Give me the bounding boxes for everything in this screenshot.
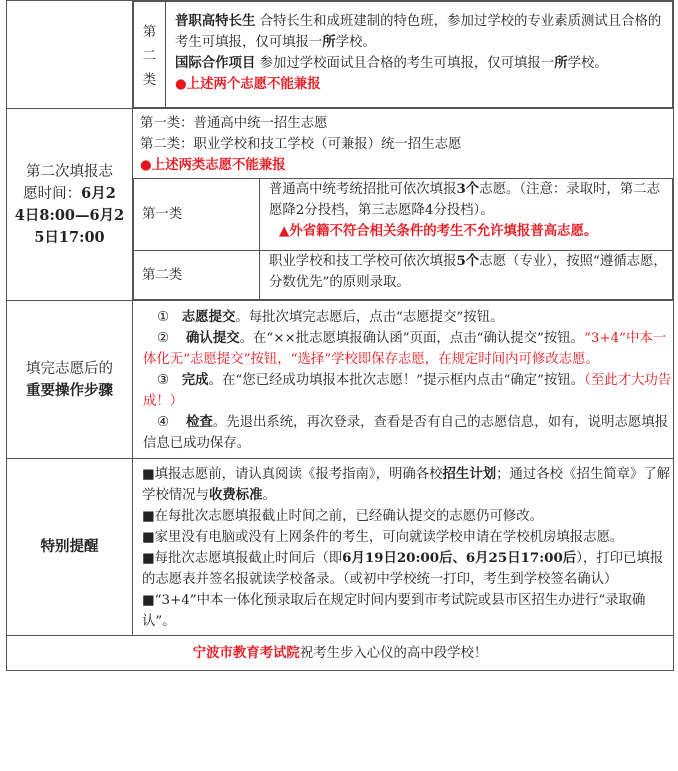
reminder-print-sign: ■每批次志愿填报截止时间后（即6月19日20:00后、6月25日17:00后），打印已填报的志愿表并签名报就读学校备录。（或初中学校统一打印，考生到学校签名确认） — [142, 550, 664, 587]
intl-program-title: 国际合作项目 — [175, 55, 256, 71]
category2-label: 第二类 — [134, 251, 260, 300]
special-program-title: 普职高特长生 — [175, 13, 256, 29]
operation-steps-list — [133, 301, 674, 459]
category2-summary: 第二类：职业学校和技工学校（可兼报）统一招生志愿 — [140, 137, 462, 152]
footer-message: 祝考生步入心仪的高中段学校！ — [299, 645, 488, 661]
category1-detail: 普通高中统考统招批可依次填报3个志愿。（注意：录取时，第二志愿降2分投档，第三志愿降4分投档）。 ▲外省籍不符合相关条件的考生不允许填报普高志愿。 — [260, 179, 673, 251]
second-round-warning: ●上述两类志愿不能兼报 — [140, 157, 286, 173]
type2-description — [166, 2, 673, 108]
no-dual-application-warning: ●上述两个志愿不能兼报 — [175, 76, 321, 92]
second-round-summary — [133, 109, 673, 178]
category2-detail: 职业学校和技工学校可依次填报5个志愿（专业），按照“遵循志愿，分数优先”的原则录取。 — [260, 251, 673, 300]
type-label — [134, 2, 166, 108]
reminder-read-guide: ■填报志愿前，请认真阅读《报考指南》，明确各校招生计划；通过各校《招生简章》了解学校情况与收费标准。 — [142, 466, 671, 503]
step-confirm: ② 确认提交。在“××批志愿填报确认函”页面，点击“确认提交”按钮。“3+4”中本一体化无“志愿提交”按钮，“选择”学校即保存志愿，在规定时间内可修改志愿。 — [143, 330, 667, 367]
type-label-char-2: 二 — [142, 48, 157, 64]
category1-summary: 第一类：普通高中统一招生志愿 — [140, 116, 328, 131]
reminder-modify-before-deadline: ■在每批次志愿填报截止时间之前，已经确认提交的志愿仍可修改。 — [142, 509, 543, 524]
section1-left-empty — [7, 1, 133, 109]
type-label-char-3: 类 — [142, 72, 157, 88]
out-of-province-warning: ▲外省籍不符合相关条件的考生不允许填报普高志愿。 — [279, 223, 598, 239]
enrollment-guide-table — [6, 0, 674, 671]
section-second-round — [7, 109, 674, 301]
section-operation-steps — [7, 301, 674, 459]
category1-row — [134, 179, 673, 251]
reminder-3plus4-confirm: ■“3+4”中本一体化预录取后在规定时间内要到市考试院或县市区招生办进行“录取确认”。 — [142, 593, 646, 629]
step-complete: ③ 完成。在“您已经成功填报本批次志愿！”提示框内点击“确定”按钮。（至此才大功告成！） — [143, 372, 672, 409]
special-program-text: 普职高特长生 合特长生和成班建制的特色班，参加过学校的专业素质测试且合格的考生可填报，仅可填报一所学校。 — [175, 13, 662, 50]
section-special-reminders — [7, 459, 674, 636]
footer — [7, 636, 674, 671]
step-check: ④ 检查。先退出系统，再次登录，查看是否有自己的志愿信息，如有，说明志愿填报信息已成功保存。 — [143, 414, 669, 451]
footer-organization: 宁波市教育考试院 — [192, 644, 300, 661]
reminder-school-lab: ■家里没有电脑或没有上网条件的考生，可向就读学校申请在学校机房填报志愿。 — [142, 530, 624, 545]
type-label-char-1: 第 — [142, 24, 157, 40]
special-reminders-list — [133, 459, 674, 636]
intl-program-text: 国际合作项目 参加过学校面试且合格的考生可填报，仅可填报一所学校。 — [175, 55, 608, 71]
category2-row — [134, 251, 673, 300]
footer-row — [7, 636, 674, 671]
second-round-time-label: 第二次填报志 愿时间：6月2 4日8:00—6月2 5日17:00 — [7, 109, 133, 301]
integrated-3plus4-note: “3+4”中本一体化无“志愿提交”按钮，“选择”学校即保存志愿，在规定时间内可修改志愿。 — [143, 331, 667, 367]
step-submit: ① 志愿提交。每批次填完志愿后，点击“志愿提交”按钮。 — [157, 309, 504, 325]
category1-label: 第一类 — [134, 179, 260, 251]
operation-steps-label: 填完志愿后的 重要操作步骤 — [7, 301, 133, 459]
special-reminders-label: 特别提醒 — [7, 459, 133, 636]
section-first-round-type2 — [7, 1, 674, 109]
